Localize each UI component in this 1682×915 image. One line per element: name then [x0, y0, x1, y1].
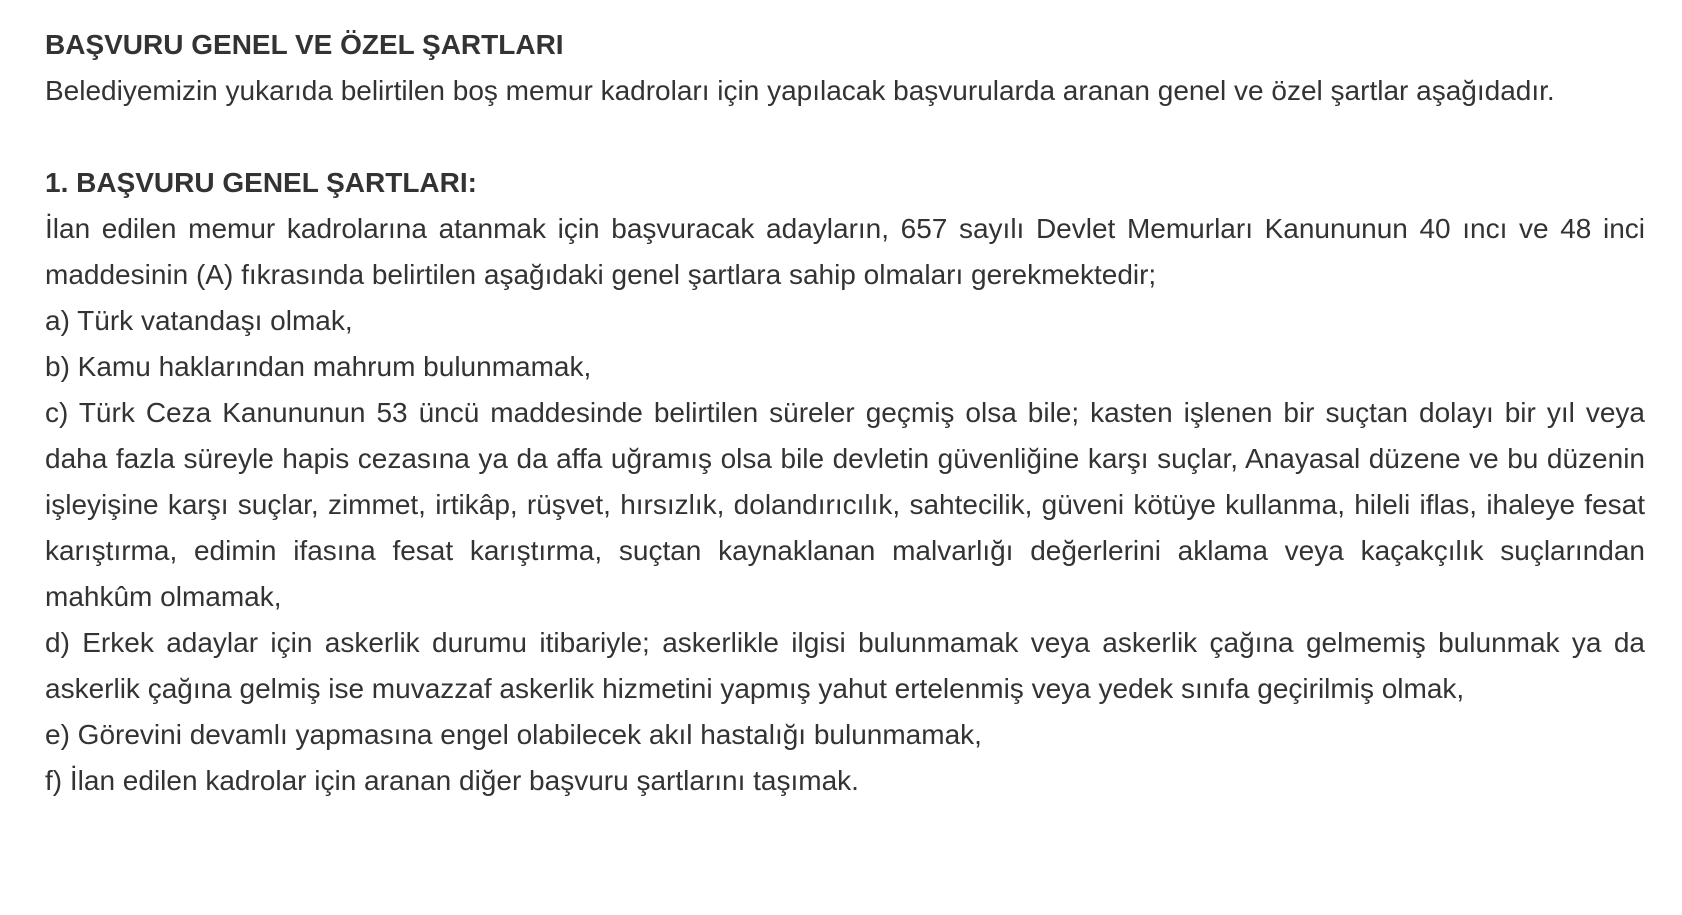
condition-item-c: c) Türk Ceza Kanununun 53 üncü maddesinde belirtilen süreler geçmiş olsa bile; kasten işlenen bir suçtan dolayı bir yıl veya daha fazla süreyle hapis cezasına ya da affa uğramış olsa bile devletin güvenliğine karşı suçlar, Anayasal düzene ve bu düzenin işleyişine karşı suçlar, zimmet, irtikâp, rüşvet, hırsızlık, dolandırıcılık, sahtecilik, güveni kötüye kullanma, hileli iflas, ihaleye fesat karıştırma, edimin ifasına fesat karıştırma, suçtan kaynaklanan malvarlığı değerlerini aklama veya kaçakçılık suçlarından mahkûm olmamak, [45, 397, 1645, 612]
condition-item-f: f) İlan edilen kadrolar için aranan diğer başvuru şartlarını taşımak. [45, 765, 859, 796]
document-body [45, 22, 1645, 804]
condition-item-b: b) Kamu haklarından mahrum bulunmamak, [45, 351, 592, 382]
condition-item-d: d) Erkek adaylar için askerlik durumu itibariyle; askerlikle ilgisi bulunmamak veya askerlik çağına gelmemiş bulunmak ya da askerlik çağına gelmiş ise muvazzaf askerlik hizmetini yapmış yahut ertelenmiş veya yedek sınıfa geçirilmiş olmak, [45, 627, 1645, 704]
section-title: BAŞVURU GENEL VE ÖZEL ŞARTLARI [45, 29, 564, 60]
general-conditions-title: 1. BAŞVURU GENEL ŞARTLARI: [45, 167, 477, 198]
general-conditions-intro: İlan edilen memur kadrolarına atanmak için başvuracak adayların, 657 sayılı Devlet Memurları Kanununun 40 ıncı ve 48 inci maddesinin (A) fıkrasında belirtilen aşağıdaki genel şartlara sahip olmaları gerekmektedir; [45, 213, 1645, 290]
condition-item-e: e) Görevini devamlı yapmasına engel olabilecek akıl hastalığı bulunmamak, [45, 719, 982, 750]
section-intro: Belediyemizin yukarıda belirtilen boş memur kadroları için yapılacak başvurularda aranan genel ve özel şartlar aşağıdadır. [45, 75, 1555, 106]
condition-item-a: a) Türk vatandaşı olmak, [45, 305, 353, 336]
paragraph-spacer [45, 114, 1645, 160]
